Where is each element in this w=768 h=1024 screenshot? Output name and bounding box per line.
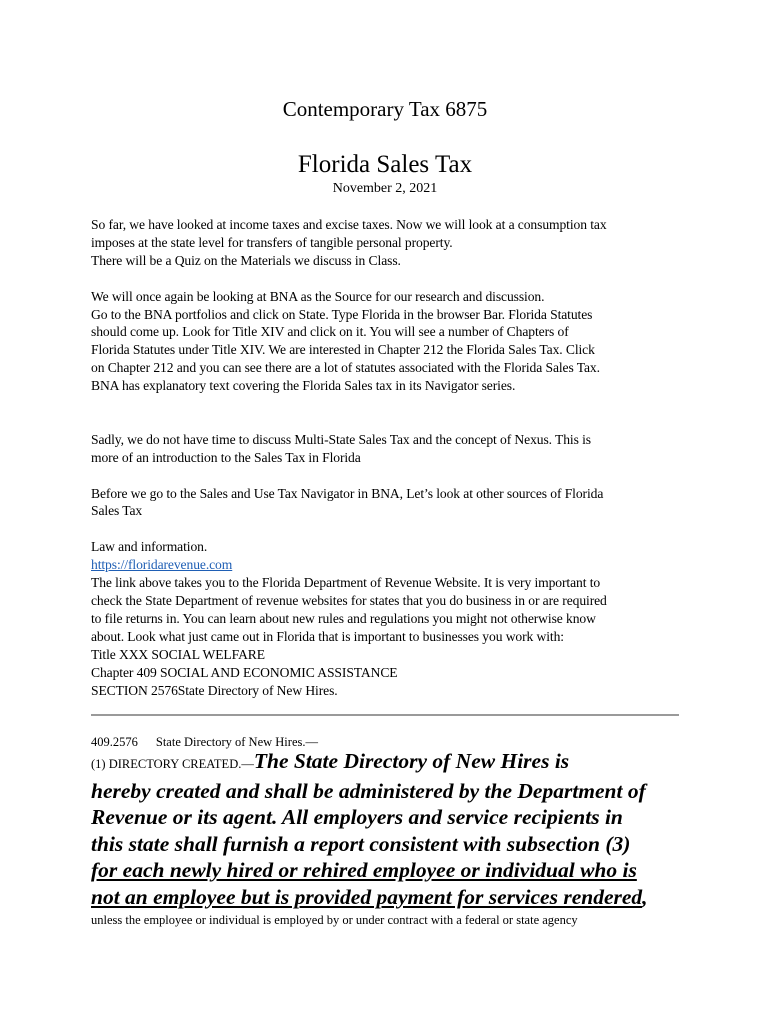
- paragraph-line: We will once again be looking at BNA as the Source for our research and discussion.: [91, 288, 545, 304]
- statute-bold-line: hereby created and shall be administered by the Department of: [91, 778, 646, 803]
- statute-section-title: State Directory of New Hires.—: [155, 735, 318, 749]
- paragraph-line: So far, we have looked at income taxes and excise taxes. Now we will look at a consumption tax: [91, 217, 607, 232]
- document-title: Florida Sales Tax: [297, 151, 473, 178]
- paragraph-line: more of an introduction to the Sales Tax in Florida: [91, 449, 361, 465]
- paragraph-line: about. Look what just came out in Florida that is important to businesses you work with:: [91, 628, 564, 644]
- paragraph-line: should come up. Look for Title XIV and click on it. You will see a number of Chapters of: [91, 324, 569, 340]
- statute-bold-line: Revenue or its agent. All employers and service recipients in: [91, 805, 623, 830]
- paragraph-line: There will be a Quiz on the Materials we discuss in Class.: [91, 252, 401, 268]
- paragraph-line: check the State Department of revenue websites for states that you do business in or are required: [91, 592, 607, 608]
- statute-tail-text: unless the employee or individual is employed by or under contract with a federal or state agency: [91, 913, 578, 927]
- statute-underlined-line: not an employee but is provided payment for services rendered: [91, 884, 643, 909]
- paragraph-line: on Chapter 212 and you can see there are a lot of statutes associated with the Florida Sales Tax.: [91, 360, 600, 376]
- paragraph-line: Go to the BNA portfolios and click on State. Type Florida in the browser Bar. Florida Statutes: [91, 306, 593, 322]
- paragraph-line: Law and information.: [91, 539, 208, 555]
- document-date: November 2, 2021: [332, 181, 438, 196]
- paragraph-line: BNA has explanatory text covering the Florida Sales tax in its Navigator series.: [91, 378, 516, 394]
- statute-bold-line: this state shall furnish a report consistent with subsection (3): [91, 831, 631, 856]
- statute-section-number: 409.2576: [91, 735, 138, 749]
- statute-bold-line: The State Directory of New Hires is: [253, 749, 570, 773]
- paragraph-line: Sales Tax: [91, 503, 143, 519]
- paragraph-line: Title XXX SOCIAL WELFARE: [91, 646, 265, 662]
- statute-comma: ,: [642, 884, 648, 909]
- horizontal-rule: [91, 714, 679, 716]
- paragraph-line: Before we go to the Sales and Use Tax Navigator in BNA, Let’s look at other sources of Florida: [91, 485, 604, 501]
- subsection-lead: (1) DIRECTORY CREATED.—: [91, 757, 254, 771]
- paragraph-line: imposes at the state level for transfers of tangible personal property.: [91, 234, 453, 250]
- florida-revenue-link[interactable]: https://floridarevenue.com: [91, 557, 233, 573]
- paragraph-line: Florida Statutes under Title XIV. We are interested in Chapter 212 the Florida Sales Tax. Click: [91, 342, 595, 358]
- statute-subsection: [91, 748, 691, 911]
- paragraph-line: Sadly, we do not have time to discuss Multi-State Sales Tax and the concept of Nexus. This is: [91, 431, 591, 447]
- paragraph-line: The link above takes you to the Florida Department of Revenue Website. It is very important to: [91, 575, 601, 591]
- paragraph-line: Chapter 409 SOCIAL AND ECONOMIC ASSISTANCE: [91, 664, 398, 680]
- body-text: [91, 216, 691, 699]
- statute-underlined-line: for each newly hired or rehired employee or individual who is: [91, 858, 637, 883]
- paragraph-line: to file returns in. You can learn about new rules and regulations you might not otherwise know: [91, 610, 596, 626]
- course-title: Contemporary Tax 6875: [282, 97, 488, 121]
- paragraph-line: SECTION 2576State Directory of New Hires.: [91, 682, 338, 698]
